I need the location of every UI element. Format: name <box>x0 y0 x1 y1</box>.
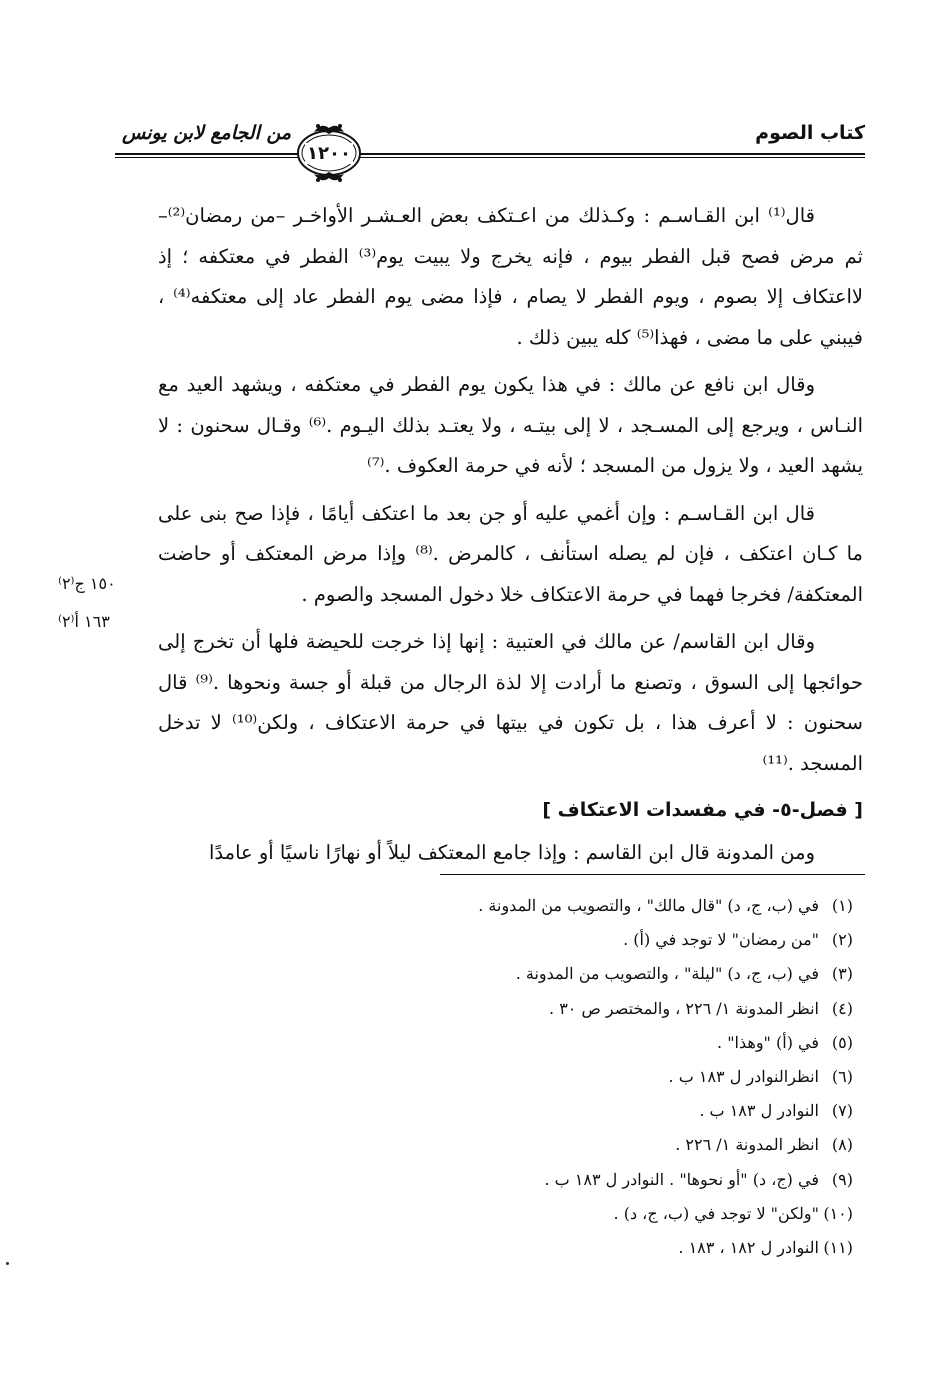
paragraph-3: قال ابن القـاسـم : وإن أغمي عليه أو جن بعد ما اعتكف أيامًا ، فإذا صح بنى على ما كـان اعتكف ، فإن لم يصله استأنف ، كالمرض .⁽⁸⁾ وإذا مرض المعتكف أو حاضت المعتكفة/ فخرجا فهما في حرمة الاعتكاف خلا دخول المسجد والصوم . <box>158 501 863 606</box>
section-heading: [ فصل-٥- في مفسدات الاعتكاف ] <box>542 799 863 821</box>
footnote: (٩)في (ج، د) "أو نحوها" . النوادر ل ١٨٣ ب . <box>544 1169 853 1189</box>
paragraph-2: وقال ابن نافع عن مالك : في هذا يكون يوم الفطر في معتكفه ، ويشهد العيد مع النـاس ، ويرجع إلى المسـجد ، لا إلى بيتـه ، ولا يعتـد بذلك اليـوم .⁽⁶⁾ وقـال سحنون : لا يشهد العيد ، ولا يزول من المسجد ؛ لأنه في حرمة العكوف .⁽⁷⁾ <box>158 373 863 477</box>
paragraph-4: وقال ابن القاسم/ عن مالك في العتبية : إنها إذا خرجت للحيضة فلها أن تخرج إلى حوائجها إلى السوق ، وتصنع ما أرادت إلا لذة الرجال من قبلة أو جسة ونحوها .⁽⁹⁾ قال سحنون : لا أعرف هذا ، بل تكون في بيتها في حرمة الاعتكاف ، ولكن⁽¹⁰⁾ لا تدخل المسجد .⁽¹¹⁾ <box>158 630 864 775</box>
paragraph-1: قال⁽¹⁾ ابن القـاسـم : وكـذلك من اعـتكف بعض العـشـر الأواخـر –من رمضان⁽²⁾– ثم مرض فصح قبل الفطر بيوم ، فإنه يخرج ولا يبيت يوم⁽³⁾ الفطر في معتكفه ؛ إذ لااعتكاف إلا بصوم ، ويوم الفطر لا يصام ، فإذا مضى يوم الفطر عاد إلى معتكفه⁽⁴⁾ ، فيبني على ما مضى ، فهذا⁽⁵⁾ كله يبين ذلك . <box>158 204 863 349</box>
footnote: (١)في (ب، ج، د) "قال مالك" ، والتصويب من المدونة . <box>478 896 853 915</box>
footnote-rule <box>440 874 865 875</box>
header-rule <box>115 153 865 155</box>
margin-note-ms-j: ١٥٠ ج⁽٢⁾ <box>58 574 116 593</box>
footnote: (٢)"من رمضان" لا توجد في (أ) . <box>623 930 853 950</box>
main-text <box>158 196 863 881</box>
footnote: (٣)في (ب، ج، د) "ليلة" ، والتصويب من المدونة . <box>515 964 853 984</box>
scan-speck <box>6 1262 9 1265</box>
footnote: (٨)انظر المدونة ١/ ٢٢٦ . <box>675 1135 853 1155</box>
footnote: (١١)النوادر ل ١٨٢ ، ١٨٣ . <box>678 1238 853 1258</box>
page-number-ornament <box>294 120 364 186</box>
page-number: ١٢٠٠ <box>307 142 351 164</box>
footnote: (٥)في (أ) "وهذا" . <box>717 1032 853 1052</box>
book-title: كتاب الصوم <box>755 122 865 144</box>
header-rule-thin <box>115 157 865 158</box>
paragraph-5: ومن المدونة قال ابن القاسم : وإذا جامع المعتكف ليلاً أو نهارًا ناسيًا أو عامدًا <box>209 841 815 864</box>
footnotes <box>293 889 853 1265</box>
footnote: (٧)النوادر ل ١٨٣ ب . <box>699 1101 853 1121</box>
margin-note-ms-a: ١٦٣ أ⁽٢⁾ <box>58 612 110 631</box>
footnote: (٤)انظر المدونة ١/ ٢٢٦ ، والمختصر ص ٣٠ . <box>549 998 853 1018</box>
footnote: (١٠)"ولكن" لا توجد في (ب، ج، د) . <box>613 1203 853 1223</box>
footnote: (٦)انظرالنوادر ل ١٨٣ ب . <box>668 1067 853 1087</box>
source-title: من الجامع لابن يونس <box>122 122 292 144</box>
